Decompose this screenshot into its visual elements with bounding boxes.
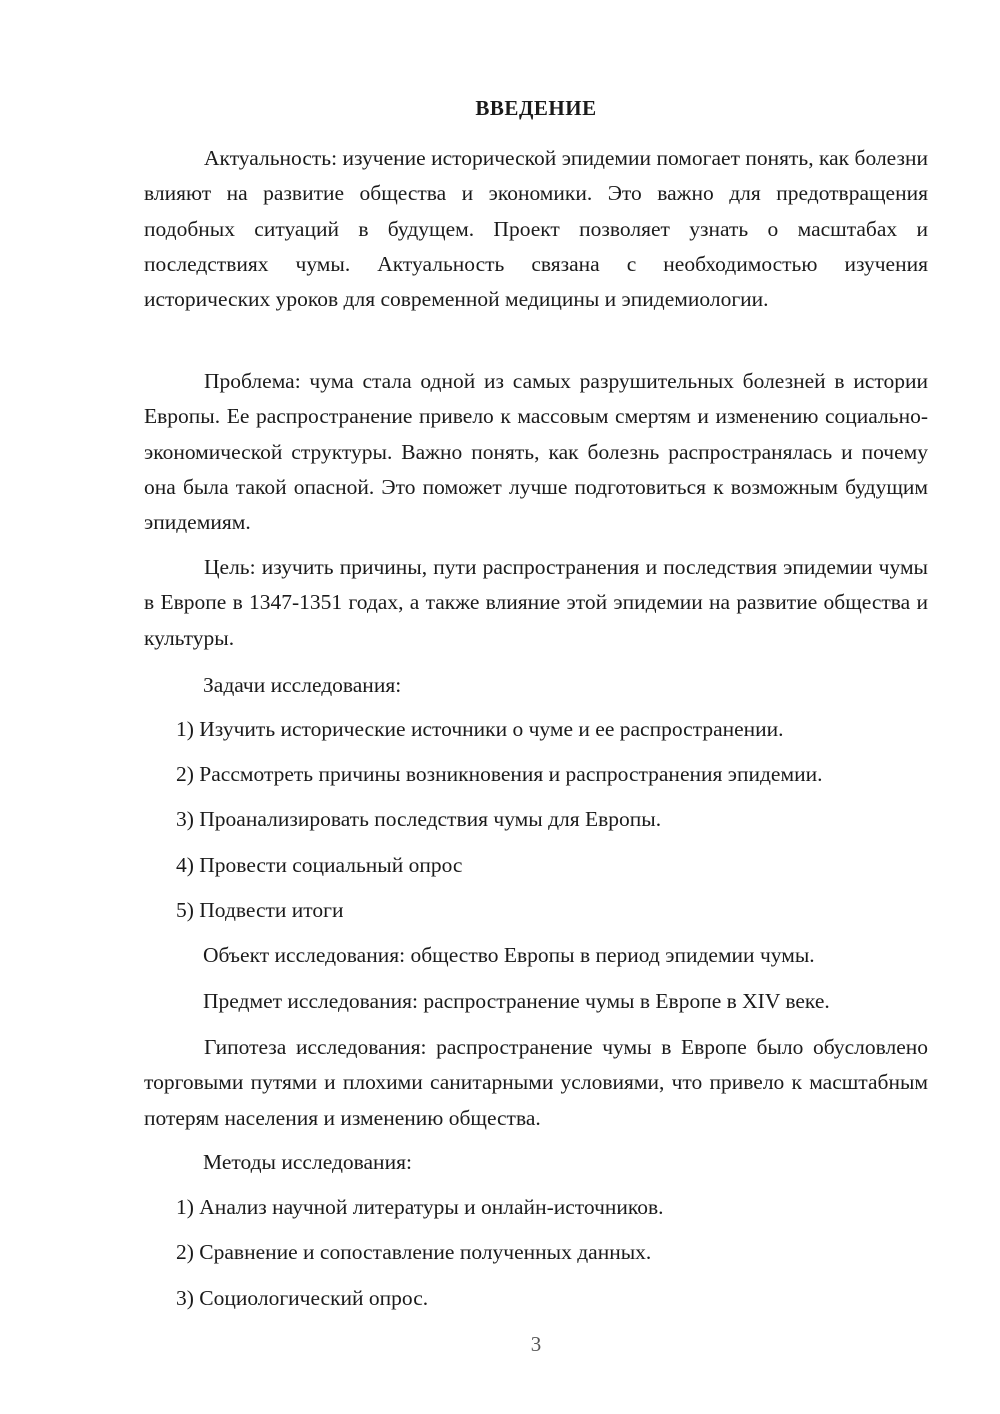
task-item: 4) Провести социальный опрос: [176, 853, 463, 877]
tasks-heading: Задачи исследования:: [203, 673, 402, 697]
page-number: 3: [530, 1332, 542, 1356]
method-item: 3) Социологический опрос.: [176, 1286, 429, 1310]
method-item: 1) Анализ научной литературы и онлайн-источников.: [176, 1195, 664, 1219]
task-item: 1) Изучить исторические источники о чуме и ее распространении.: [176, 717, 784, 741]
task-item: 3) Проанализировать последствия чумы для Европы.: [176, 807, 662, 831]
problem-paragraph: Проблема: чума стала одной из самых разрушительных болезней в истории Европы. Ее распространение привело к массовым смертям и изменению социально-экономической структуры. Важно понять, как болезнь распространялась и почему она была такой опасной. Это поможет лучше подготовиться к возможным будущим эпидемиям.: [144, 369, 928, 535]
method-item: 2) Сравнение и сопоставление полученных данных.: [176, 1240, 652, 1264]
task-item: 2) Рассмотреть причины возникновения и распространения эпидемии.: [176, 762, 823, 786]
methods-heading: Методы исследования:: [203, 1150, 412, 1174]
subject-line: Предмет исследования: распространение чумы в Европе в XIV веке.: [203, 989, 830, 1013]
hypothesis-paragraph: Гипотеза исследования: распространение чумы в Европе было обусловлено торговыми путями и плохими санитарными условиями, что привело к масштабным потерям населения и изменению общества.: [144, 1035, 928, 1130]
object-line: Объект исследования: общество Европы в период эпидемии чумы.: [203, 943, 815, 967]
task-item: 5) Подвести итоги: [176, 898, 344, 922]
relevance-paragraph: Актуальность: изучение исторической эпидемии помогает понять, как болезни влияют на развитие общества и экономики. Это важно для предотвращения подобных ситуаций в будущем. Проект позволяет узнать о масштабах и последствиях чумы. Актуальность связана с необходимостью изучения исторических уроков для современной медицины и эпидемиологии.: [144, 146, 928, 312]
page-title: ВВЕДЕНИЕ: [475, 96, 597, 120]
goal-paragraph: Цель: изучить причины, пути распространения и последствия эпидемии чумы в Европе в 1347-1351 годах, а также влияние этой эпидемии на развитие общества и культуры.: [144, 555, 928, 650]
